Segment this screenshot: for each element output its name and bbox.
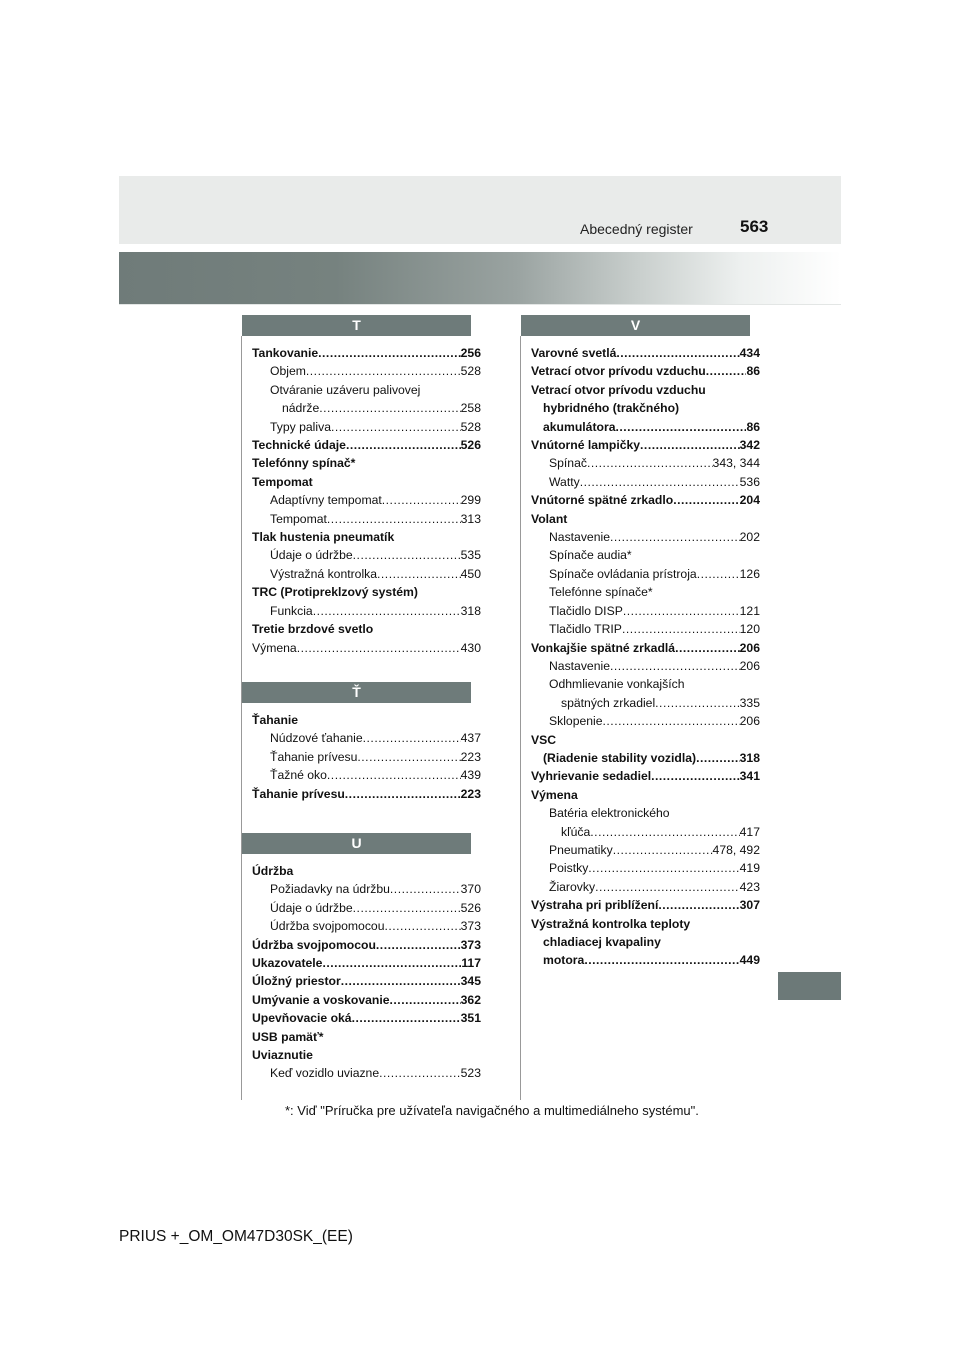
entry-text: Spínač <box>549 456 587 471</box>
index-entry <box>252 583 481 601</box>
index-entry <box>531 915 760 933</box>
entry-page-ref: 449 <box>739 953 760 968</box>
leader-dots <box>379 1064 461 1082</box>
leader-dots <box>616 344 739 362</box>
index-entry <box>252 936 481 954</box>
entry-text: Tempomat <box>252 474 313 489</box>
entry-text: Spínače audia* <box>549 548 632 563</box>
leader-dots <box>313 602 461 620</box>
section-title: Abecedný register <box>580 221 693 237</box>
leader-dots <box>345 785 461 803</box>
leader-dots <box>327 510 461 528</box>
index-entry <box>252 729 481 747</box>
index-entry <box>252 491 481 509</box>
index-column-left <box>252 315 481 1083</box>
index-entry <box>531 841 760 859</box>
index-entry <box>531 859 760 877</box>
leader-dots <box>655 694 739 712</box>
entry-text: Typy paliva <box>270 419 331 434</box>
index-column-right <box>531 315 760 970</box>
leader-dots <box>357 748 460 766</box>
index-entry <box>531 436 760 454</box>
page-number: 563 <box>740 217 769 236</box>
document-code: PRIUS +_OM_OM47D30SK_(EE) <box>119 1228 353 1245</box>
index-entry <box>252 917 481 935</box>
entry-text: Údaje o údržbe <box>270 900 353 915</box>
entry-page-ref: 419 <box>739 861 760 876</box>
index-entry <box>252 991 481 1009</box>
section-letter-header: U <box>242 833 471 854</box>
index-entry <box>252 436 481 454</box>
index-entry <box>531 620 760 638</box>
leader-dots <box>584 951 739 969</box>
entry-text: Výmena <box>252 640 297 655</box>
index-entry <box>531 639 760 657</box>
index-entry <box>531 565 760 583</box>
leader-dots <box>382 491 461 509</box>
entry-page-ref: 437 <box>460 731 481 746</box>
entry-text: Tankovanie <box>252 346 319 360</box>
entry-page-ref: 536 <box>739 474 760 489</box>
index-entry <box>531 878 760 896</box>
entry-page-ref: 373 <box>460 919 481 934</box>
leader-dots <box>610 657 740 675</box>
entry-text: Výstraha pri priblížení <box>531 898 659 913</box>
entry-text: Funkcia <box>270 603 313 618</box>
index-entry <box>252 785 481 803</box>
index-entry-list <box>531 336 760 970</box>
leader-dots <box>390 880 461 898</box>
entry-text: TRC (Protipreklzový systém) <box>252 585 418 600</box>
entry-text: Vetrací otvor prívodu vzduchu <box>531 382 706 397</box>
index-entry <box>252 1064 481 1082</box>
index-entry <box>531 675 760 693</box>
entry-text: Ťažné oko <box>270 768 327 783</box>
entry-page-ref: 206 <box>739 658 760 673</box>
index-entry <box>531 731 760 749</box>
leader-dots <box>331 418 461 436</box>
entry-text: spätných zrkadiel <box>561 695 656 710</box>
leader-dots <box>603 712 740 730</box>
index-entry <box>531 491 760 509</box>
entry-page-ref: 318 <box>739 750 760 765</box>
entry-text: Sklopenie <box>549 714 603 729</box>
index-entry <box>252 473 481 491</box>
section-letter-header: Ť <box>242 682 471 703</box>
header-band <box>119 176 841 244</box>
section-letter-header: V <box>521 315 750 336</box>
leader-dots <box>384 917 460 935</box>
entry-text: motora <box>543 953 585 968</box>
entry-text: Keď vozidlo uviazne <box>270 1066 380 1081</box>
leader-dots <box>622 620 740 638</box>
entry-page-ref: 535 <box>460 548 481 563</box>
entry-text: kľúča <box>561 824 591 839</box>
entry-page-ref: 335 <box>739 695 760 710</box>
entry-text: Telefónny spínač* <box>252 456 356 471</box>
leader-dots <box>376 936 461 954</box>
entry-text: Uviaznutie <box>252 1048 313 1062</box>
entry-page-ref: 439 <box>460 768 481 783</box>
entry-text: Poistky <box>549 861 589 876</box>
index-entry <box>252 1046 481 1064</box>
entry-page-ref: 256 <box>460 346 481 360</box>
entry-text: Tlačidlo DISP <box>549 603 623 618</box>
leader-dots <box>341 972 461 990</box>
entry-page-ref: 343, 344 <box>712 456 760 471</box>
index-entry <box>252 344 481 362</box>
leader-dots <box>353 546 461 564</box>
index-entry <box>252 954 481 972</box>
leader-dots <box>610 528 740 546</box>
entry-page-ref: 86 <box>746 364 760 379</box>
entry-text: Údržba <box>252 863 294 878</box>
entry-page-ref: 86 <box>746 419 760 434</box>
leader-dots <box>306 362 461 380</box>
entry-page-ref: 204 <box>739 493 760 508</box>
index-entry <box>252 454 481 472</box>
entry-text: Otváranie uzáveru palivovej <box>270 382 421 397</box>
index-entry <box>531 602 760 620</box>
entry-page-ref: 430 <box>460 640 481 655</box>
leader-dots <box>673 491 739 509</box>
leader-dots <box>623 602 740 620</box>
entry-text: akumulátora <box>543 419 616 434</box>
index-entry <box>252 1028 481 1046</box>
entry-text: Výstražná kontrolka <box>270 566 378 581</box>
leader-dots <box>658 896 739 914</box>
index-entry <box>252 602 481 620</box>
index-entry <box>531 749 760 767</box>
entry-page-ref: 126 <box>739 566 760 581</box>
entry-page-ref: 526 <box>460 438 481 453</box>
leader-dots <box>352 1009 461 1027</box>
index-entry <box>252 362 481 380</box>
leader-dots <box>595 878 740 896</box>
entry-text: Údržba svojpomocou <box>270 919 385 934</box>
entry-page-ref: 223 <box>460 786 481 801</box>
entry-text: Tlačidlo TRIP <box>549 622 622 637</box>
entry-text: Watty <box>549 474 580 489</box>
index-entry <box>531 933 760 951</box>
leader-dots <box>588 859 739 877</box>
index-entry <box>531 473 760 491</box>
leader-dots <box>580 473 740 491</box>
entry-page-ref: 299 <box>460 493 481 508</box>
index-entry <box>252 711 481 729</box>
right-column-rule <box>520 336 521 1100</box>
index-entry <box>531 418 760 436</box>
entry-text: Adaptívny tempomat <box>270 493 382 508</box>
index-entry <box>531 399 760 417</box>
entry-page-ref: 345 <box>460 974 481 989</box>
index-entry <box>531 951 760 969</box>
entry-text: Tretie brzdové svetlo <box>252 622 374 637</box>
index-entry <box>531 786 760 804</box>
entry-text: Tempomat <box>270 511 327 526</box>
entry-page-ref: 341 <box>739 769 760 784</box>
leader-dots <box>640 436 740 454</box>
entry-text: Ťahanie prívesu <box>252 786 345 801</box>
leader-dots <box>590 823 739 841</box>
decorative-gradient-band <box>119 252 841 304</box>
index-entry-list <box>252 854 481 1083</box>
entry-page-ref: 423 <box>739 879 760 894</box>
index-entry <box>252 766 481 784</box>
entry-page-ref: 373 <box>460 937 481 952</box>
entry-text: Technické údaje <box>252 438 346 453</box>
entry-text: Údržba svojpomocou <box>252 937 376 952</box>
entry-page-ref: 417 <box>739 824 760 839</box>
index-entry <box>252 399 481 417</box>
entry-text: Ťahanie prívesu <box>270 749 358 764</box>
entry-text: Volant <box>531 511 568 526</box>
entry-text: Žiarovky <box>549 879 596 894</box>
index-entry <box>531 454 760 472</box>
entry-page-ref: 121 <box>739 603 760 618</box>
entry-text: Varovné svetlá <box>531 346 617 360</box>
entry-text: Spínače ovládania prístroja <box>549 566 697 581</box>
leader-dots <box>706 362 747 380</box>
entry-text: (Riadenie stability vozidla) <box>543 750 697 765</box>
index-entry <box>252 639 481 657</box>
entry-page-ref: 478, 492 <box>712 842 760 857</box>
entry-page-ref: 206 <box>739 640 760 655</box>
entry-text: Vnútorné spätné zrkadlo <box>531 493 674 508</box>
index-entry <box>252 880 481 898</box>
entry-text: Vonkajšie spätné zrkadlá <box>531 640 676 655</box>
index-entry <box>531 546 760 564</box>
entry-text: Batéria elektronického <box>549 806 670 821</box>
entry-text: Nastavenie <box>549 530 610 545</box>
entry-text: hybridného (trakčného) <box>543 401 680 416</box>
entry-text: Objem <box>270 364 306 379</box>
index-entry <box>531 381 760 399</box>
leader-dots <box>327 766 461 784</box>
index-entry <box>252 510 481 528</box>
entry-page-ref: 434 <box>739 346 760 360</box>
entry-text: Umývanie a voskovanie <box>252 992 390 1007</box>
entry-text: Ukazovatele <box>252 955 323 970</box>
footnote: *: Viď "Príručka pre užívateľa navigačného a multimediálneho systému". <box>285 1103 699 1118</box>
index-entry <box>252 862 481 880</box>
entry-text: Úložný priestor <box>252 974 341 989</box>
leader-dots <box>319 399 460 417</box>
index-entry <box>531 362 760 380</box>
index-entry <box>531 344 760 362</box>
leader-dots <box>297 639 461 657</box>
entry-page-ref: 206 <box>739 714 760 729</box>
entry-text: Vnútorné lampičky <box>531 438 641 453</box>
entry-page-ref: 450 <box>460 566 481 581</box>
entry-text: VSC <box>531 732 557 747</box>
leader-dots <box>675 639 740 657</box>
entry-page-ref: 223 <box>460 749 481 764</box>
chapter-thumb-tab <box>778 972 841 1000</box>
index-entry <box>252 899 481 917</box>
entry-page-ref: 351 <box>460 1011 481 1026</box>
index-entry <box>531 896 760 914</box>
entry-text: nádrže <box>282 401 320 416</box>
index-entry <box>252 528 481 546</box>
entry-page-ref: 362 <box>460 992 481 1007</box>
entry-text: Vetrací otvor prívodu vzduchu <box>531 364 706 379</box>
entry-text: Vyhrievanie sedadiel <box>531 769 652 784</box>
leader-dots <box>377 565 461 583</box>
entry-text: USB pamäť* <box>252 1029 324 1044</box>
entry-text: Výstražná kontrolka teploty <box>531 916 691 931</box>
leader-dots <box>651 767 740 785</box>
entry-text: Ťahanie <box>252 712 299 727</box>
leader-dots <box>390 991 461 1009</box>
entry-page-ref: 258 <box>460 401 481 416</box>
divider <box>119 304 841 305</box>
index-entry <box>531 804 760 822</box>
index-entry <box>252 565 481 583</box>
entry-page-ref: 526 <box>460 900 481 915</box>
leader-dots <box>318 344 461 362</box>
index-entry <box>531 583 760 601</box>
leader-dots <box>363 729 461 747</box>
index-entry <box>252 546 481 564</box>
index-entry <box>531 657 760 675</box>
index-entry-list <box>252 703 481 803</box>
index-entry <box>531 694 760 712</box>
entry-text: chladiacej kvapaliny <box>543 935 661 949</box>
index-entry <box>252 972 481 990</box>
entry-page-ref: 307 <box>739 898 760 913</box>
entry-text: Výmena <box>531 787 578 802</box>
entry-text: Nastavenie <box>549 658 610 673</box>
leader-dots <box>613 841 713 859</box>
entry-text: Pneumatiky <box>549 842 613 857</box>
leader-dots <box>346 436 461 454</box>
entry-page-ref: 523 <box>460 1066 481 1081</box>
entry-text: Upevňovacie oká <box>252 1011 352 1026</box>
index-entry <box>531 510 760 528</box>
index-entry <box>252 1009 481 1027</box>
entry-page-ref: 202 <box>739 530 760 545</box>
entry-page-ref: 342 <box>739 438 760 453</box>
index-entry-list <box>252 336 481 657</box>
entry-text: Telefónne spínače* <box>549 585 653 600</box>
entry-page-ref: 117 <box>461 955 481 970</box>
index-entry <box>531 823 760 841</box>
index-entry <box>252 620 481 638</box>
entry-text: Tlak hustenia pneumatík <box>252 530 395 545</box>
entry-text: Údaje o údržbe <box>270 548 353 563</box>
index-entry <box>531 712 760 730</box>
leader-dots <box>587 454 713 472</box>
left-column-rule <box>241 336 242 1100</box>
entry-text: Požiadavky na údržbu <box>270 882 390 897</box>
entry-page-ref: 370 <box>460 882 481 897</box>
leader-dots <box>696 749 740 767</box>
entry-page-ref: 528 <box>460 364 481 379</box>
index-entry <box>531 528 760 546</box>
leader-dots <box>322 954 461 972</box>
entry-text: Odhmlievanie vonkajších <box>549 677 685 692</box>
leader-dots <box>353 899 461 917</box>
entry-page-ref: 528 <box>460 419 481 434</box>
section-letter-header: T <box>242 315 471 336</box>
entry-page-ref: 313 <box>460 511 481 526</box>
index-entry <box>252 748 481 766</box>
leader-dots <box>615 418 746 436</box>
index-entry <box>252 381 481 399</box>
entry-page-ref: 318 <box>460 603 481 618</box>
leader-dots <box>697 565 740 583</box>
index-entry <box>252 418 481 436</box>
entry-page-ref: 120 <box>739 622 760 637</box>
entry-text: Núdzové ťahanie <box>270 731 363 746</box>
index-entry <box>531 767 760 785</box>
